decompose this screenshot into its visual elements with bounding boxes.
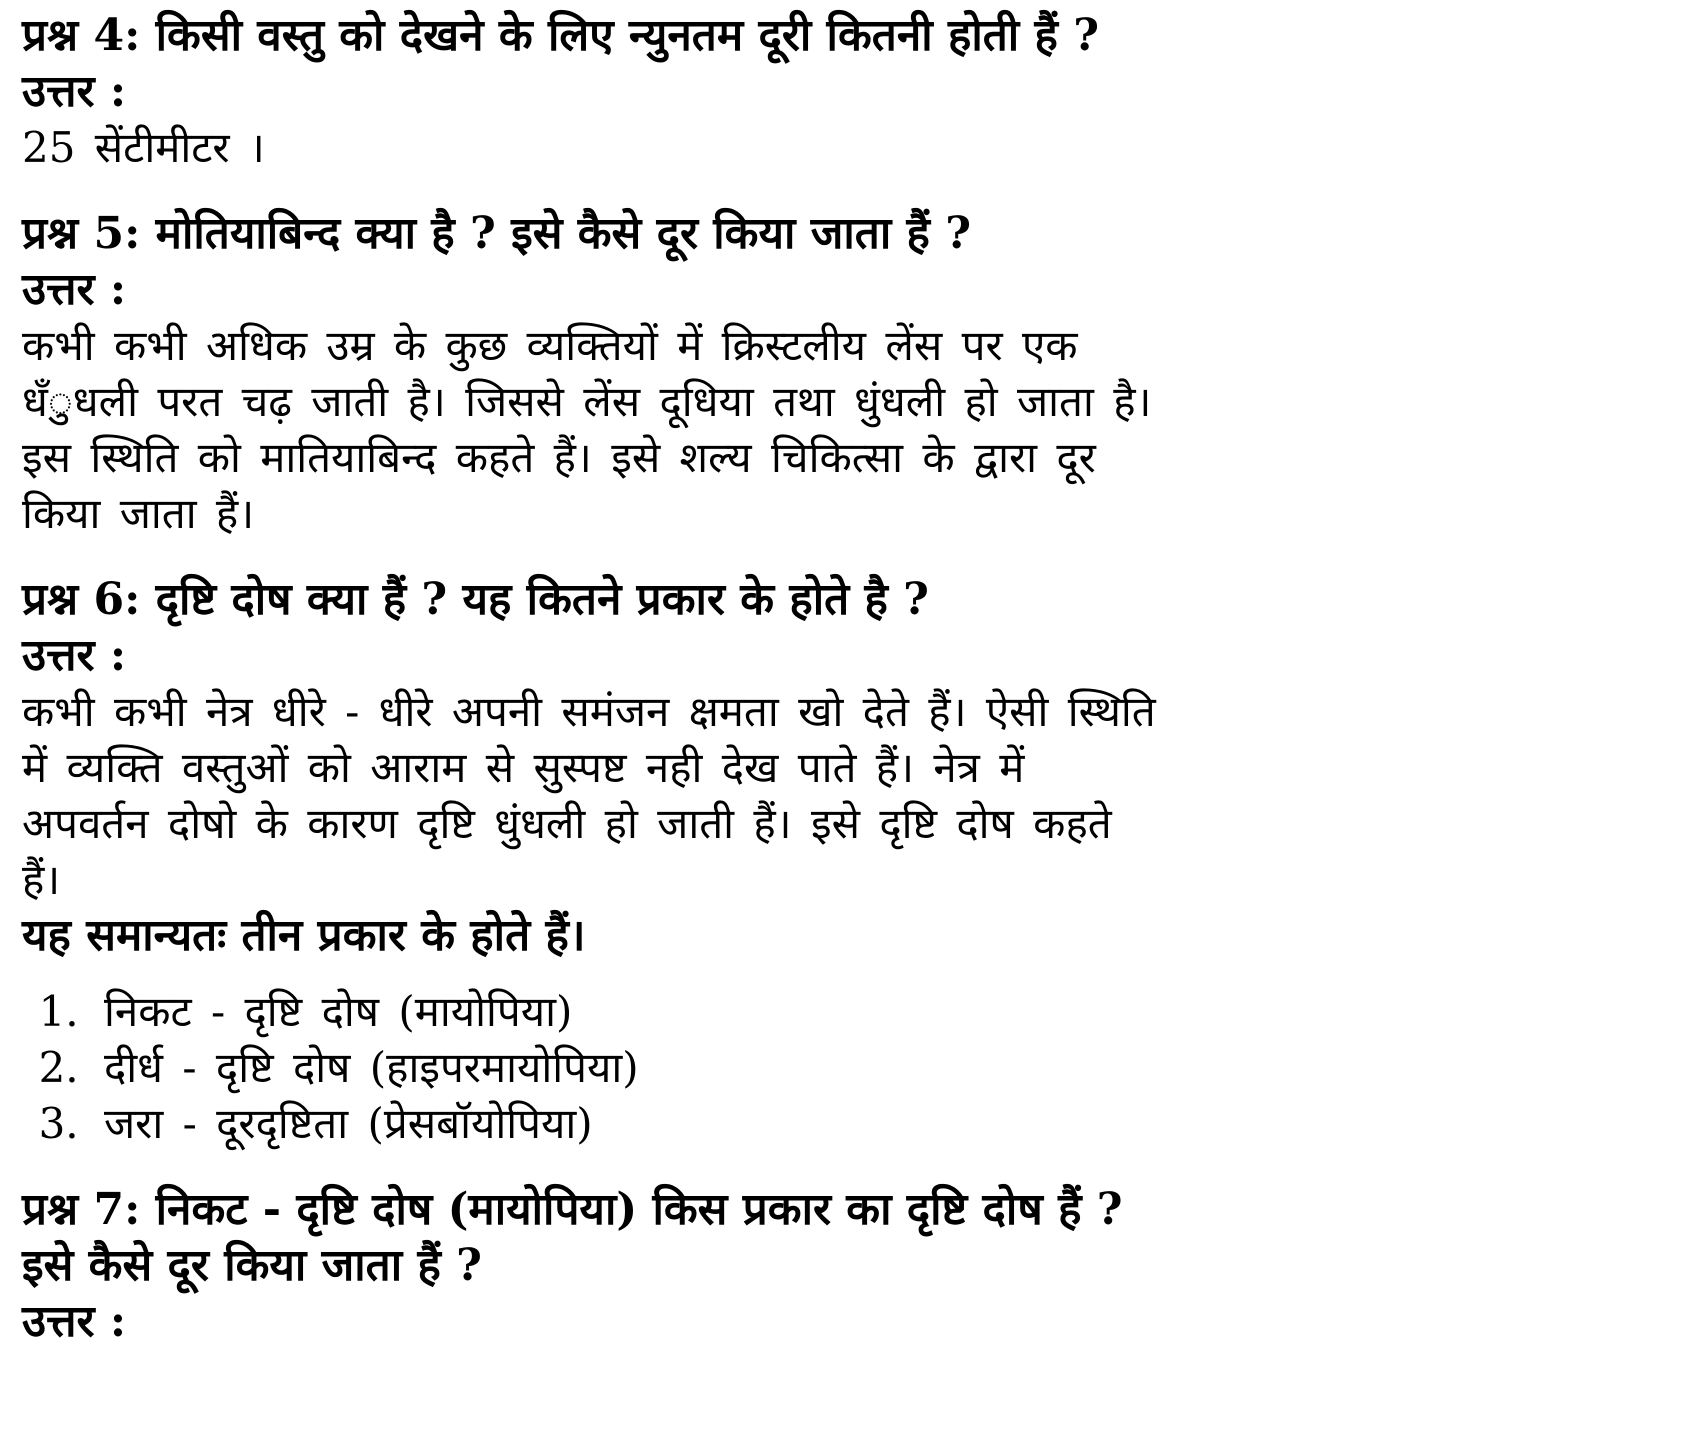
- defect-types-list: [22, 984, 1662, 1152]
- answer-7-label: उत्तर :: [22, 1296, 127, 1347]
- answer-4-text: 25 सेंटीमीटर ।: [22, 123, 265, 172]
- answer-5-label: उत्तर :: [22, 264, 127, 315]
- question-6: प्रश्न 6: दृष्टि दोष क्या हैं ? यह कितने प्रकार के होते है ?: [22, 574, 929, 625]
- answer-4-label: उत्तर :: [22, 66, 127, 117]
- question-7-block: [22, 1182, 1662, 1350]
- question-4-block: [22, 8, 1662, 176]
- answer-5-text: कभी कभी अधिक उम्र के कुछ व्यक्तियों में क्रिस्टलीय लेंस पर एक धँुधली परत चढ़ जाती है। जिससे लेंस दूधिया तथा धुंधली हो जाता है। इस स्थिति को मातियाबिन्द कहते हैं। इसे शल्य चिकित्सा के द्वारा दूर किया जाता हैं।: [22, 321, 1152, 538]
- list-item: 1. निकट - दृष्टि दोष (मायोपिया): [98, 984, 1662, 1040]
- question-4: प्रश्न 4: किसी वस्तु को देखने के लिए न्युनतम दूरी कितनी होती हैं ?: [22, 10, 1099, 61]
- answer-6-summary: यह समान्यतः तीन प्रकार के होते हैं।: [22, 910, 586, 961]
- list-item: 2. दीर्ध - दृष्टि दोष (हाइपरमायोपिया): [98, 1040, 1662, 1096]
- answer-6-text: कभी कभी नेत्र धीरे - धीरे अपनी समंजन क्षमता खो देते हैं। ऐसी स्थिति में व्यक्ति वस्तुओं को आराम से सुस्पष्ट नही देख पाते हैं। नेत्र में अपवर्तन दोषो के कारण दृष्टि धुंधली हो जाती हैं। इसे दृष्टि दोष कहते हैं।: [22, 687, 1156, 904]
- question-7: प्रश्न 7: निकट - दृष्टि दोष (मायोपिया) किस प्रकार का दृष्टि दोष हैं ? इसे कैसे दूर किया जाता हैं ?: [22, 1184, 1123, 1291]
- document-page: [22, 8, 1662, 1350]
- list-item: 3. जरा - दूरदृष्टिता (प्रेसबॉयोपिया): [98, 1096, 1662, 1152]
- answer-6-label: उत्तर :: [22, 630, 127, 681]
- question-5: प्रश्न 5: मोतियाबिन्द क्या है ? इसे कैसे दूर किया जाता हैं ?: [22, 208, 972, 259]
- question-5-block: [22, 206, 1662, 542]
- question-6-block: [22, 572, 1662, 1152]
